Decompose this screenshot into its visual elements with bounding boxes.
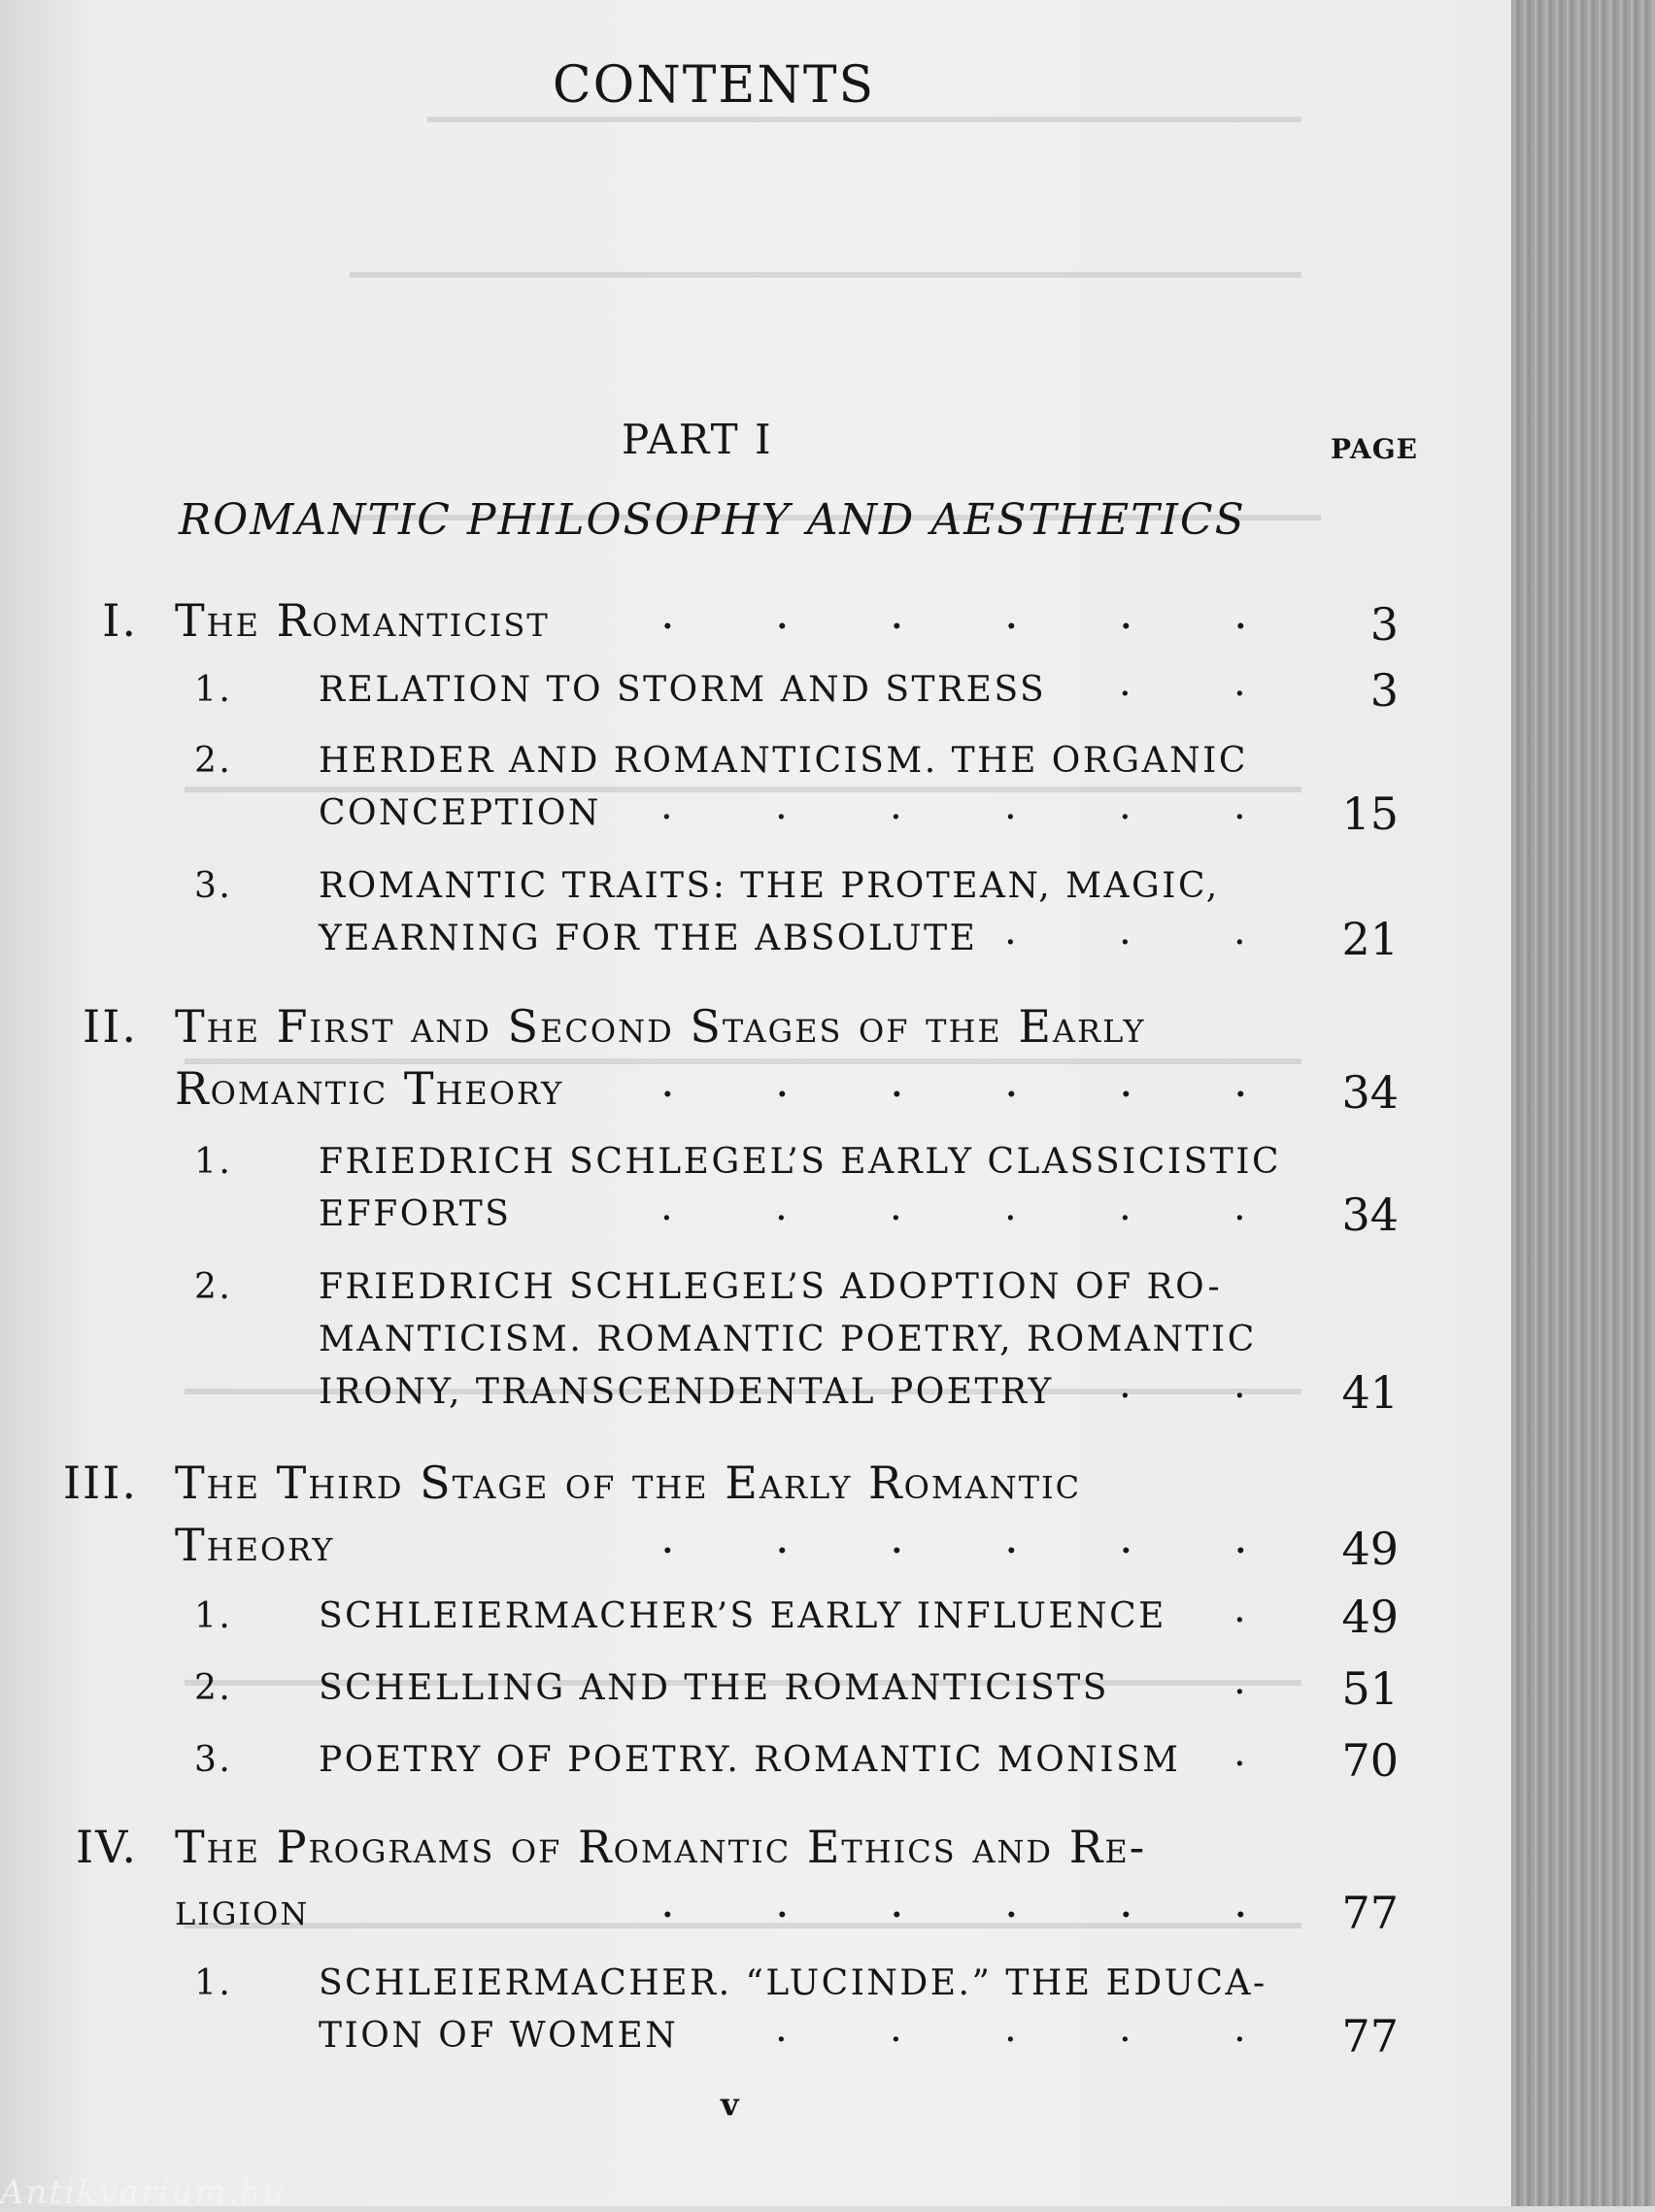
chapter-title-line: The Romanticist — [175, 594, 550, 647]
leader-dot: . — [890, 784, 902, 828]
section-page-number: 51 — [1341, 1662, 1399, 1715]
leader-dot: . — [1119, 587, 1133, 639]
chapter-numeral: II. — [83, 1000, 138, 1053]
leader-dot: . — [1233, 1055, 1248, 1107]
section-number: 1. — [194, 1142, 233, 1182]
contents-heading: CONTENTS — [552, 56, 876, 115]
section-page-number: 70 — [1341, 1734, 1399, 1787]
leader-dot: . — [1233, 1362, 1246, 1407]
chapter-title-line: The First and Second Stages of the Early — [175, 1000, 1146, 1053]
chapter-page-number: 77 — [1341, 1887, 1399, 1939]
leader-dot: . — [1233, 660, 1246, 705]
chapter-numeral: I. — [102, 594, 138, 647]
leader-dot: . — [1004, 909, 1017, 954]
leader-dot: . — [1004, 587, 1019, 639]
leader-dot: . — [775, 2006, 788, 2051]
section-title-line: FRIEDRICH SCHLEGEL’S EARLY CLASSICISTIC — [319, 1142, 1282, 1182]
page-edge-shadow — [1511, 0, 1655, 2206]
section-page-number: 3 — [1369, 664, 1399, 717]
leader-dot: . — [1233, 1730, 1246, 1775]
leader-dot: . — [660, 1875, 675, 1927]
section-page-number: 41 — [1341, 1366, 1399, 1419]
section-number: 1. — [194, 1596, 233, 1636]
leader-dot: . — [1004, 1055, 1019, 1107]
leader-dot: . — [1119, 1185, 1131, 1229]
section-title-line: SCHLEIERMACHER. “LUCINDE.” THE EDUCA- — [319, 1963, 1267, 2003]
section-title-line: SCHLEIERMACHER’S EARLY INFLUENCE — [319, 1596, 1166, 1636]
leader-dot: . — [890, 1185, 902, 1229]
leader-dot: . — [1004, 784, 1017, 828]
chapter-title-line: The Third Stage of the Early Romantic — [175, 1457, 1082, 1509]
chapter-title-line: ligion — [175, 1883, 310, 1935]
section-page-number: 21 — [1341, 913, 1399, 965]
watermark-logo: Antikvarium.hu — [0, 2173, 287, 2212]
leader-dot: . — [890, 1875, 904, 1927]
leader-dot: . — [1119, 784, 1131, 828]
section-title-line: MANTICISM. ROMANTIC POETRY, ROMANTIC — [319, 1320, 1257, 1359]
leader-dot: . — [1119, 909, 1131, 954]
part-title: PART I — [622, 416, 773, 463]
section-number: 3. — [194, 866, 233, 906]
chapter-page-number: 49 — [1341, 1523, 1399, 1575]
section-number: 2. — [194, 1668, 233, 1708]
leader-dot: . — [1233, 909, 1246, 954]
page-folio: v — [721, 2086, 739, 2123]
section-title-line: POETRY OF POETRY. ROMANTIC MONISM — [319, 1740, 1181, 1780]
leader-dot: . — [1119, 2006, 1131, 2051]
leader-dot: . — [890, 1511, 904, 1563]
leader-dot: . — [1119, 1055, 1133, 1107]
leader-dot: . — [1119, 1362, 1131, 1407]
leader-dot: . — [775, 1185, 788, 1229]
chapter-title-line: Romantic Theory — [175, 1062, 564, 1115]
leader-dot: . — [660, 587, 675, 639]
leader-dot: . — [775, 784, 788, 828]
section-title-line: RELATION TO STORM AND STRESS — [319, 670, 1047, 710]
leader-dot: . — [775, 1875, 790, 1927]
leader-dot: . — [1233, 1659, 1246, 1703]
section-number: 1. — [194, 1963, 233, 2003]
section-page-number: 77 — [1341, 2010, 1399, 2062]
section-number: 2. — [194, 741, 233, 781]
section-page-number: 15 — [1341, 788, 1399, 840]
leader-dot: . — [1233, 587, 1248, 639]
leader-dot: . — [1233, 1587, 1246, 1631]
leader-dot: . — [1233, 1511, 1248, 1563]
leader-dot: . — [890, 587, 904, 639]
section-title-line: CONCEPTION — [319, 793, 601, 833]
chapter-numeral: IV. — [76, 1821, 138, 1873]
leader-dot: . — [775, 1055, 790, 1107]
leader-dot: . — [890, 1055, 904, 1107]
leader-dot: . — [775, 1511, 790, 1563]
section-title-line: TION OF WOMEN — [319, 2016, 679, 2056]
leader-dot: . — [1233, 2006, 1246, 2051]
chapter-title-line: The Programs of Romantic Ethics and Re- — [175, 1821, 1147, 1873]
leader-dot: . — [1004, 2006, 1017, 2051]
leader-dot: . — [1119, 1511, 1133, 1563]
leader-dot: . — [1004, 1511, 1019, 1563]
leader-dot: . — [660, 1185, 673, 1229]
section-number: 1. — [194, 670, 233, 710]
page-column-label: PAGE — [1331, 433, 1418, 465]
leader-dot: . — [660, 1511, 675, 1563]
section-title-line: FRIEDRICH SCHLEGEL’S ADOPTION OF RO- — [319, 1267, 1223, 1307]
part-subtitle: ROMANTIC PHILOSOPHY AND AESTHETICS — [179, 495, 1246, 545]
chapter-numeral: III. — [62, 1457, 138, 1509]
chapter-page-number: 3 — [1369, 598, 1399, 651]
leader-dot: . — [1233, 1185, 1246, 1229]
leader-dot: . — [1233, 1875, 1248, 1927]
leader-dot: . — [1004, 1185, 1017, 1229]
leader-dot: . — [660, 784, 673, 828]
section-number: 3. — [194, 1740, 233, 1780]
leader-dot: . — [890, 2006, 902, 2051]
section-title-line: EFFORTS — [319, 1194, 512, 1234]
leader-dot: . — [660, 1055, 675, 1107]
section-title-line: SCHELLING AND THE ROMANTICISTS — [319, 1668, 1109, 1708]
section-page-number: 34 — [1341, 1189, 1399, 1241]
leader-dot: . — [1233, 784, 1246, 828]
section-title-line: YEARNING FOR THE ABSOLUTE — [319, 919, 978, 958]
section-number: 2. — [194, 1267, 233, 1307]
section-page-number: 49 — [1341, 1591, 1399, 1643]
leader-dot: . — [1004, 1875, 1019, 1927]
chapter-title-line: Theory — [175, 1519, 335, 1571]
section-title-line: ROMANTIC TRAITS: THE PROTEAN, MAGIC, — [319, 866, 1220, 906]
chapter-page-number: 34 — [1341, 1066, 1399, 1119]
section-title-line: IRONY, TRANSCENDENTAL POETRY — [319, 1372, 1054, 1412]
leader-dot: . — [1119, 660, 1131, 705]
leader-dot: . — [775, 587, 790, 639]
section-title-line: HERDER AND ROMANTICISM. THE ORGANIC — [319, 741, 1248, 781]
leader-dot: . — [1119, 1875, 1133, 1927]
